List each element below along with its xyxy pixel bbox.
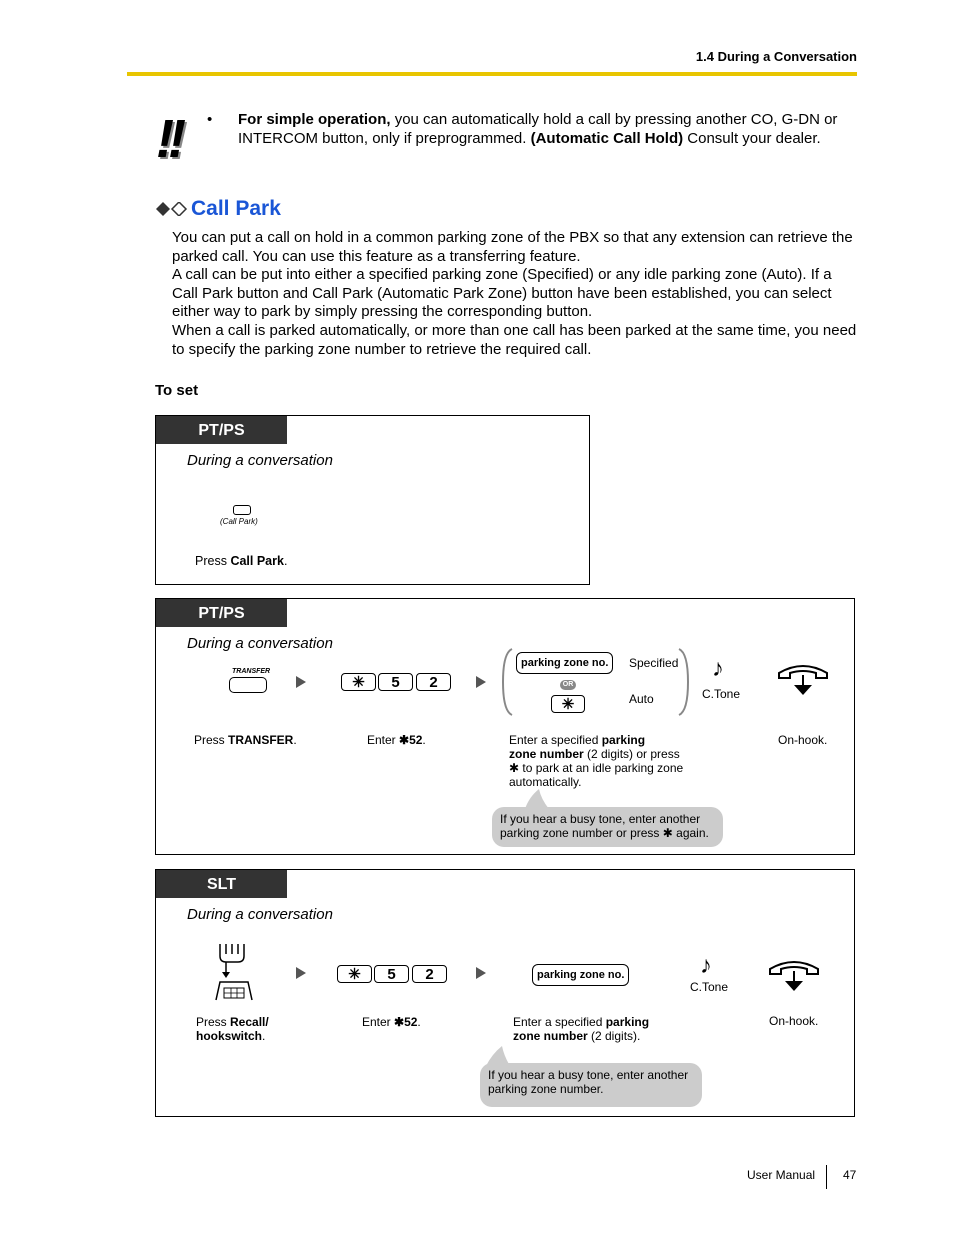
caption-text: Press: [196, 1015, 231, 1029]
next-arrow-icon: [476, 676, 486, 688]
footer-label: User Manual: [747, 1168, 816, 1182]
caption-bold: Recall/: [230, 1015, 269, 1029]
note-block: [207, 110, 852, 148]
caption-end: .: [417, 1015, 421, 1029]
on-hook-icon: [776, 663, 830, 697]
tab-label: SLT: [156, 870, 287, 898]
specified-label: Specified: [629, 656, 679, 670]
caption-end: .: [283, 554, 288, 568]
tip-text: If you hear a busy tone, enter another: [488, 1068, 689, 1082]
during-label: During a conversation: [187, 906, 333, 923]
caption-bold: TRANSFER: [228, 733, 294, 747]
hookswitch-icon: [212, 942, 256, 1002]
caption-text: Enter: [367, 733, 400, 747]
next-arrow-icon: [296, 676, 306, 688]
tip-text: parking zone number or press: [500, 826, 663, 840]
note-bullet: •: [207, 111, 213, 128]
star-symbol: ✱: [662, 826, 673, 840]
caption-bold: parking: [605, 1015, 650, 1029]
caption-text: Press: [194, 733, 229, 747]
next-arrow-icon: [296, 967, 306, 979]
caption-text: (2 digits) or press: [583, 747, 680, 761]
caption-bold: Call Park: [230, 554, 284, 568]
left-brace-icon: [500, 647, 514, 717]
intro-paragraph: A call can be put into either a specified parking zone (Specified) or any idle parking zone (Auto). If a Call Park button and Call Park (Automatic Park Zone) button have been established, you can select either way to park by simply pressing the corresponding button.: [172, 266, 832, 321]
caption-text: Enter a specified: [513, 1015, 606, 1029]
key-2: 2: [412, 965, 447, 983]
caption-text: (2 digits).: [587, 1029, 641, 1043]
on-hook-icon: [767, 959, 821, 993]
transfer-button-label: TRANSFER: [232, 668, 271, 675]
auto-label: Auto: [629, 692, 654, 706]
star-key: ✳: [551, 695, 585, 713]
call-park-button-label: (Call Park): [220, 517, 258, 526]
tab-label: PT/PS: [156, 416, 287, 444]
step-caption: [367, 733, 426, 747]
star-key: ✳: [341, 673, 376, 691]
caption-bold: zone number: [513, 1029, 588, 1043]
procedure-box-slt: [155, 869, 855, 1117]
caption-end: .: [293, 733, 297, 747]
procedure-box-call-park: [155, 415, 590, 585]
step-caption: [196, 1015, 269, 1043]
tip-text: parking zone number.: [488, 1082, 604, 1096]
caption-text: Press: [195, 554, 231, 568]
during-label: During a conversation: [187, 635, 333, 652]
key-2: 2: [416, 673, 451, 691]
tip-pointer: [521, 789, 551, 809]
tip-bubble: [480, 1063, 702, 1107]
caption-bold: ✱52: [394, 1015, 418, 1029]
parking-zone-key: parking zone no.: [516, 652, 613, 674]
note-text-2: Consult your dealer.: [683, 130, 821, 147]
ctone-label: C.Tone: [690, 980, 729, 994]
page-number: 47: [843, 1168, 857, 1182]
transfer-button-icon: [229, 677, 267, 693]
key-5: 5: [374, 965, 409, 983]
step-caption: On-hook.: [778, 733, 828, 747]
music-note-icon: ♪: [712, 655, 724, 682]
caption-text: to park at an idle parking zone: [519, 761, 684, 775]
or-badge: OR: [560, 680, 576, 690]
step-caption: [362, 1015, 421, 1029]
star-symbol: ✱: [509, 761, 520, 775]
note-bold-1: For simple operation,: [238, 111, 391, 128]
section-title: Call Park: [191, 197, 281, 220]
section-diamond-icon: [156, 202, 190, 216]
intro-text: [172, 229, 857, 359]
music-note-icon: ♪: [700, 952, 712, 979]
footer-divider: [826, 1165, 827, 1189]
caption-bold: ✱52: [399, 733, 423, 747]
caption-text: Enter: [362, 1015, 395, 1029]
tip-text: If you hear a busy tone, enter another: [500, 812, 701, 826]
tip-bubble: [492, 807, 723, 847]
note-bold-2: (Automatic Call Hold): [530, 130, 684, 147]
step-caption: [195, 554, 287, 568]
parking-zone-key: parking zone no.: [532, 964, 629, 986]
step-caption: [513, 1015, 713, 1043]
step-caption: On-hook.: [769, 1014, 819, 1028]
caption-bold: parking: [601, 733, 646, 747]
to-set-heading: To set: [155, 382, 199, 399]
right-brace-icon: [677, 647, 691, 717]
next-arrow-icon: [476, 967, 486, 979]
intro-paragraph: You can put a call on hold in a common parking zone of the PBX so that any extension can retrieve the parked call. You can use this feature as a transferring feature.: [172, 229, 853, 265]
caption-bold: hookswitch: [196, 1029, 263, 1043]
step-caption: [194, 733, 297, 747]
tip-text: again.: [672, 826, 709, 840]
caution-icon: !!: [156, 109, 180, 169]
tab-label: PT/PS: [156, 599, 287, 627]
during-label: During a conversation: [187, 452, 333, 469]
caption-end: .: [262, 1029, 266, 1043]
step-caption: [509, 733, 709, 789]
intro-paragraph: When a call is parked automatically, or more than one call has been parked at the same time, you need to specify the parking zone number to retrieve the required call.: [172, 321, 857, 358]
call-park-button-icon: [233, 505, 251, 515]
key-5: 5: [378, 673, 413, 691]
procedure-box-pt-ps: [155, 598, 855, 855]
caption-text: automatically.: [509, 775, 582, 789]
note-text-1: you can automatically hold a call by pressing another CO, G-DN or INTERCOM button, only if preprogrammed.: [238, 111, 838, 147]
caption-text: Enter a specified: [509, 733, 602, 747]
note-text: [238, 110, 852, 148]
running-header: 1.4 During a Conversation: [695, 49, 857, 64]
caption-end: .: [422, 733, 426, 747]
caption-bold: zone number: [509, 747, 584, 761]
ctone-label: C.Tone: [702, 687, 741, 701]
star-key: ✳: [337, 965, 372, 983]
header-rule: [127, 72, 857, 76]
